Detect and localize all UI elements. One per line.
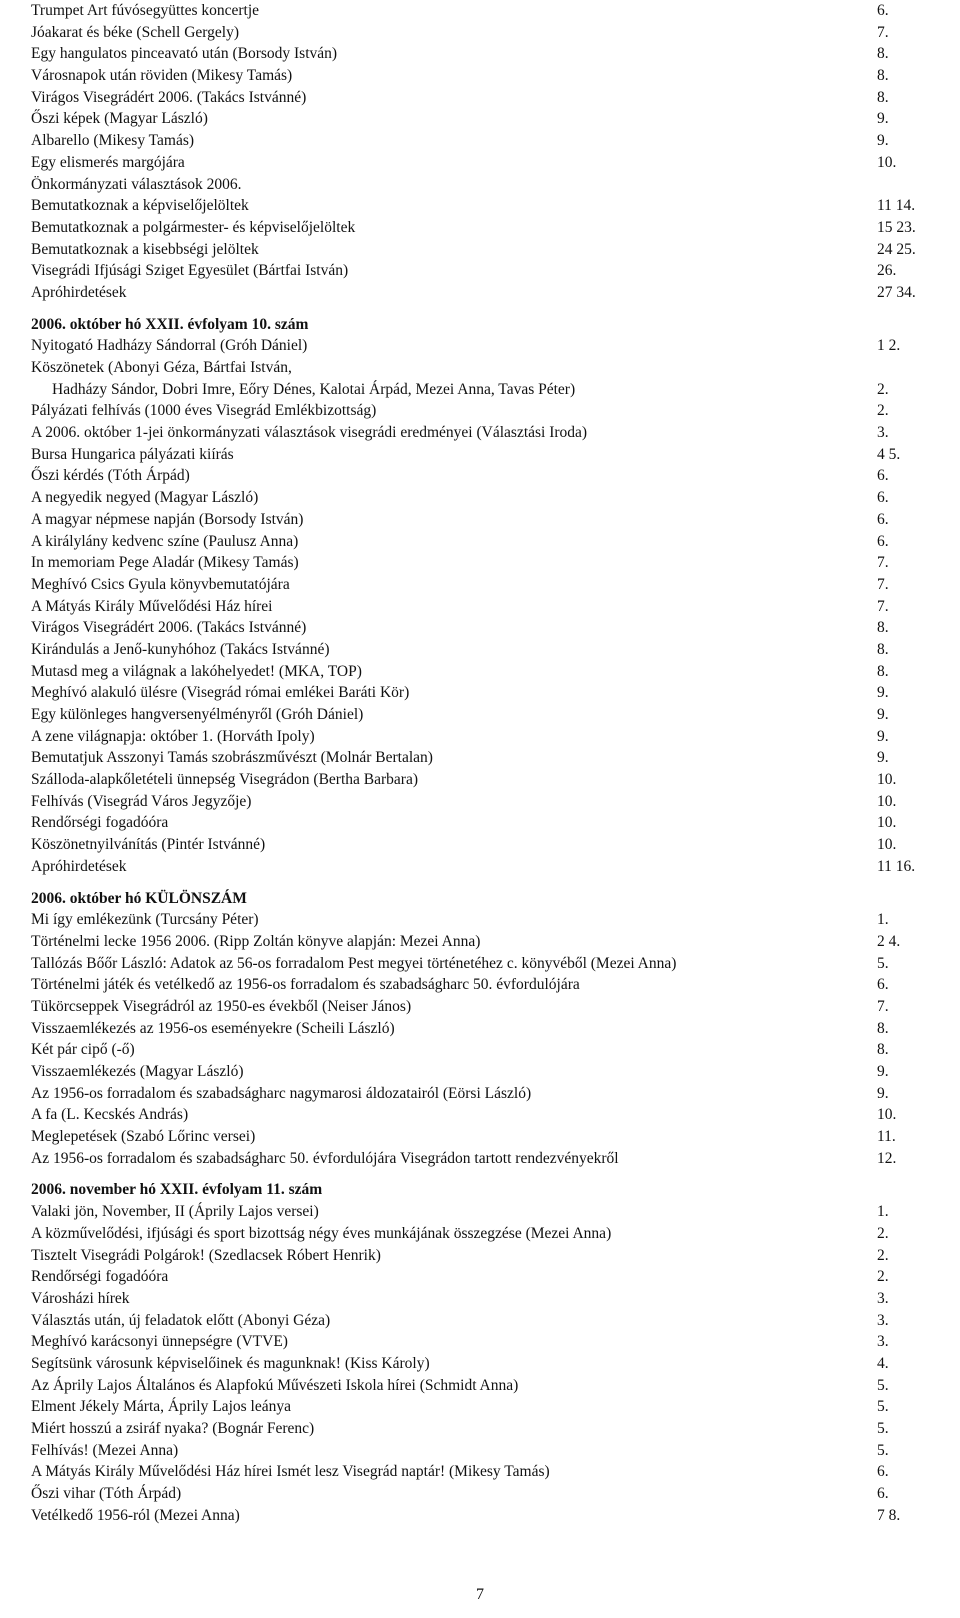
entry-page: 10.: [877, 836, 897, 854]
toc-entry: [31, 108, 931, 130]
toc-entry: [31, 574, 931, 596]
toc-entry: [31, 1223, 931, 1245]
toc-entry: [31, 379, 931, 401]
entry-title: Virágos Visegrádért 2006. (Takács Istvánné): [31, 619, 307, 637]
entry-page: 8.: [877, 67, 889, 85]
entry-title: Valaki jön, November, II (Áprily Lajos versei): [31, 1203, 319, 1221]
entry-page: 8.: [877, 619, 889, 637]
entry-title: Miért hosszú a zsiráf nyaka? (Bognár Ferenc): [31, 1420, 315, 1437]
entry-title: A negyedik negyed (Magyar László): [31, 489, 259, 507]
toc-section-continued: [31, 0, 931, 304]
entry-page: 6.: [877, 1485, 889, 1503]
section-heading: 2006. október hó XXII. évfolyam 10. szám: [31, 315, 309, 333]
toc-entry: [31, 335, 931, 357]
entry-title: A fa (L. Kecskés András): [31, 1106, 189, 1124]
entry-page: 2 4.: [877, 932, 901, 950]
entry-page: 9.: [877, 749, 889, 767]
entry-title: A zene világnapja: október 1. (Horváth Ipoly): [31, 727, 315, 745]
toc-entry: [31, 400, 931, 422]
toc-entry: [31, 953, 931, 975]
entry-page: 5.: [877, 1441, 889, 1459]
toc-entry: [31, 974, 931, 996]
toc-entry: [31, 1353, 931, 1375]
entry-title: Egy elismerés margójára: [31, 153, 185, 171]
toc-entry: [31, 996, 931, 1018]
entry-page: 4 5.: [877, 445, 901, 463]
entry-title: Tallózás Bőőr László: Adatok az 56-os forradalom Pest megyei történetéhez c. könyvéből (Mezei Anna): [31, 954, 677, 972]
entry-page: 6.: [877, 489, 889, 507]
entry-title: A Mátyás Király Művelődési Ház hírei Ismét lesz Visegrád naptár! (Mikesy Tamás): [31, 1463, 550, 1481]
toc-entry: [31, 1039, 931, 1061]
entry-page: 6.: [877, 467, 889, 485]
entry-title: Meghívó Csics Gyula könyvbemutatójára: [31, 575, 290, 593]
toc-entry: [31, 487, 931, 509]
entry-title: Visegrádi Ifjúsági Sziget Egyesület (Bártfai István): [31, 262, 349, 280]
entry-page: 6.: [877, 532, 889, 550]
entry-title: Virágos Visegrádért 2006. (Takács Istvánné): [31, 88, 307, 106]
toc-entry: [31, 812, 931, 834]
toc-entry: [31, 747, 931, 769]
entry-title: Mi így emlékezünk (Turcsány Péter): [31, 911, 259, 929]
entry-title: Két pár cipő (-ő): [31, 1041, 135, 1059]
entry-page: 6.: [877, 976, 889, 994]
entry-page: 7.: [877, 597, 889, 615]
entry-page: 8.: [877, 45, 889, 63]
entry-page: 2.: [877, 1224, 889, 1242]
entry-page: 2.: [877, 1246, 889, 1264]
entry-page: 27 34.: [877, 283, 916, 301]
toc-entry: [31, 43, 931, 65]
entry-page: 6.: [877, 2, 889, 19]
toc-entry: [31, 834, 931, 856]
entry-page: 10.: [877, 792, 897, 810]
toc-entry: [31, 617, 931, 639]
entry-page: 4.: [877, 1354, 889, 1372]
entry-page: 15 23.: [877, 218, 916, 236]
entry-page: 9.: [877, 132, 889, 150]
entry-title: Választás után, új feladatok előtt (Abonyi Géza): [31, 1311, 331, 1329]
entry-title: Bemutatjuk Asszonyi Tamás szobrászművészt (Molnár Bertalan): [31, 749, 433, 767]
toc-entry: [31, 1310, 931, 1332]
entry-title: Őszi vihar (Tóth Árpád): [31, 1485, 182, 1503]
entry-title: In memoriam Pege Aladár (Mikesy Tamás): [31, 554, 299, 572]
entry-page: 3.: [877, 424, 889, 442]
entry-title: Albarello (Mikesy Tamás): [31, 132, 195, 150]
toc-entry: [31, 1245, 931, 1267]
toc-entry: [31, 1201, 931, 1223]
entry-title: Őszi kérdés (Tóth Árpád): [31, 467, 190, 485]
toc-entry: [31, 856, 931, 878]
entry-title: Meghívó alakuló ülésre (Visegrád római emlékei Baráti Kör): [31, 684, 410, 702]
toc-entry: [31, 1018, 931, 1040]
toc-entry: [31, 217, 931, 239]
toc-entry: [31, 239, 931, 261]
entry-page: 11 16.: [877, 857, 916, 875]
toc-entry: [31, 1396, 931, 1418]
entry-title: Vetélkedő 1956-ról (Mezei Anna): [31, 1506, 240, 1524]
toc-entry: [31, 1126, 931, 1148]
entry-title: Szálloda-alapkőletételi ünnepség Visegrádon (Bertha Barbara): [31, 771, 418, 789]
toc-entry: [31, 769, 931, 791]
entry-page: 7 8.: [877, 1506, 901, 1524]
entry-page: 8.: [877, 662, 889, 680]
toc-entry: [31, 1083, 931, 1105]
entry-title: Történelmi játék és vetélkedő az 1956-os forradalom és szabadságharc 50. évfordulójára: [31, 976, 580, 994]
entry-title: Pályázati felhívás (1000 éves Visegrád Emlékbizottság): [31, 402, 377, 420]
toc-entry: [31, 726, 931, 748]
toc-entry: [31, 552, 931, 574]
entry-page: 9.: [877, 1084, 889, 1102]
entry-title: A magyar népmese napján (Borsody István): [31, 510, 304, 528]
entry-title: Az 1956-os forradalom és szabadságharc nagymarosi áldozatairól (Eörsi László): [31, 1084, 532, 1102]
toc-section-november-issue: [31, 1179, 931, 1526]
entry-page: 3.: [877, 1333, 889, 1351]
toc-entry: [31, 130, 931, 152]
entry-page: 3.: [877, 1289, 889, 1307]
entry-title: Tükörcseppek Visegrádról az 1950-es évekből (Neiser János): [31, 997, 412, 1015]
toc-entry: [31, 1266, 931, 1288]
entry-page: 6.: [877, 1463, 889, 1481]
entry-title: A királylány kedvenc színe (Paulusz Anna): [31, 532, 299, 550]
toc-entry: [31, 152, 931, 174]
entry-page: 7.: [877, 997, 889, 1015]
entry-page: 9.: [877, 684, 889, 702]
entry-title: Bemutatkoznak a polgármester- és képviselőjelöltek: [31, 218, 356, 236]
toc-entry: [31, 1418, 931, 1440]
toc-entry: [31, 639, 931, 661]
toc-entry: [31, 1148, 931, 1170]
entry-page: 9.: [877, 706, 889, 723]
entry-page: 8.: [877, 1019, 889, 1037]
section-heading: 2006. október hó KÜLÖNSZÁM: [31, 889, 247, 907]
entry-page: 1 2.: [877, 337, 901, 355]
toc-entry: [31, 909, 931, 931]
entry-title: Apróhirdetések: [31, 283, 127, 301]
entry-title: Rendőrségi fogadóóra: [31, 1268, 169, 1286]
toc-section-special-issue: [31, 888, 931, 1170]
entry-title: Felhívás (Visegrád Város Jegyzője): [31, 792, 252, 810]
entry-page: 2.: [877, 402, 889, 420]
entry-title: Visszaemlékezés az 1956-os eseményekre (Scheili László): [31, 1019, 395, 1037]
entry-page: 8.: [877, 1041, 889, 1059]
page-number: 7: [476, 1586, 484, 1603]
entry-title: Visszaemlékezés (Magyar László): [31, 1063, 244, 1080]
entry-page: 9.: [877, 727, 889, 745]
entry-title: Bemutatkoznak a kisebbségi jelöltek: [31, 240, 259, 258]
entry-title: Segítsünk városunk képviselőinek és magunknak! (Kiss Károly): [31, 1354, 430, 1372]
entry-title: A 2006. október 1-jei önkormányzati választások visegrádi eredményei (Választási Iroda): [31, 424, 588, 442]
toc-entry: [31, 1483, 931, 1505]
entry-title: A Mátyás Király Művelődési Ház hírei: [31, 597, 273, 615]
toc-entry: [31, 531, 931, 553]
entry-title: Nyitogató Hadházy Sándorral (Gróh Dániel): [31, 337, 308, 355]
entry-page: 2.: [877, 1268, 889, 1286]
entry-page: 10.: [877, 814, 897, 832]
entry-title: Önkormányzati választások 2006.: [31, 175, 242, 193]
entry-page: 3.: [877, 1311, 889, 1329]
entry-page: 9.: [877, 1063, 889, 1080]
entry-page: 6.: [877, 510, 889, 528]
entry-page: 10.: [877, 1106, 897, 1124]
entry-page: 11.: [877, 1128, 896, 1146]
entry-title: Tisztelt Visegrádi Polgárok! (Szedlacsek Róbert Henrik): [31, 1246, 381, 1264]
entry-title: Köszönetnyilvánítás (Pintér Istvánné): [31, 836, 266, 854]
entry-title: Elment Jékely Márta, Áprily Lajos leánya: [31, 1398, 291, 1416]
entry-title: Mutasd meg a világnak a lakóhelyedet! (MKA, TOP): [31, 662, 362, 680]
entry-page: 5.: [877, 1398, 889, 1416]
toc-section-october-issue: [31, 314, 931, 878]
entry-title: Történelmi lecke 1956 2006. (Ripp Zoltán könyve alapján: Mezei Anna): [31, 932, 481, 950]
entry-title: Bursa Hungarica pályázati kiírás: [31, 445, 234, 463]
entry-page: 5.: [877, 1376, 889, 1394]
toc-entry: [31, 1288, 931, 1310]
toc-entry: [31, 87, 931, 109]
toc-entry: [31, 1061, 931, 1083]
toc-entry: [31, 931, 931, 953]
toc-entry: [31, 1505, 931, 1527]
toc-entry: [31, 1461, 931, 1483]
entry-title: Jóakarat és béke (Schell Gergely): [31, 23, 240, 41]
entry-page: 8.: [877, 640, 889, 658]
toc-entry: [31, 791, 931, 813]
entry-title: Apróhirdetések: [31, 857, 127, 875]
toc-entry: [31, 174, 931, 196]
toc-entry: [31, 661, 931, 683]
entry-title: Kirándulás a Jenő-kunyhóhoz (Takács Istvánné): [31, 640, 330, 658]
toc-entry: [31, 0, 931, 22]
toc-entry: [31, 704, 931, 726]
toc-entry: [31, 682, 931, 704]
entry-title: Bemutatkoznak a képviselőjelöltek: [31, 197, 249, 215]
toc-entry: [31, 596, 931, 618]
toc-entry: [31, 1440, 931, 1462]
entry-page: 7.: [877, 554, 889, 572]
entry-page: 9.: [877, 110, 889, 128]
entry-title: Városnapok után röviden (Mikesy Tamás): [31, 67, 293, 85]
entry-title: Egy hangulatos pinceavató után (Borsody István): [31, 45, 338, 63]
entry-page: 5.: [877, 954, 889, 972]
entry-page: 2.: [877, 380, 889, 398]
entry-page: 11 14.: [877, 197, 916, 215]
toc-entry: [31, 282, 931, 304]
toc-entry: [31, 65, 931, 87]
entry-title: Az 1956-os forradalom és szabadságharc 50. évfordulójára Visegrádon tartott rendezvényekről: [31, 1149, 619, 1167]
toc-entry: [31, 444, 931, 466]
entry-title: Egy különleges hangversenyélményről (Gróh Dániel): [31, 706, 364, 723]
entry-page: 8.: [877, 88, 889, 106]
entry-title: Rendőrségi fogadóóra: [31, 814, 169, 832]
entry-title: Meghívó karácsonyi ünnepségre (VTVE): [31, 1333, 288, 1351]
entry-page: 24 25.: [877, 240, 916, 258]
entry-title: Hadházy Sándor, Dobri Imre, Eőry Dénes, Kalotai Árpád, Mezei Anna, Tavas Péter): [52, 380, 576, 398]
entry-title: Az Áprily Lajos Általános és Alapfokú Művészeti Iskola hírei (Schmidt Anna): [31, 1376, 519, 1394]
toc-entry: [31, 509, 931, 531]
entry-page: 1.: [877, 1203, 889, 1221]
toc-entry: [31, 1375, 931, 1397]
entry-title: A közművelődési, ifjúsági és sport bizottság négy éves munkájának összegzése (Mezei Anna): [31, 1224, 612, 1242]
entry-page: 7.: [877, 23, 889, 41]
toc-entry: [31, 1104, 931, 1126]
toc-entry: [31, 422, 931, 444]
entry-title: Városházi hírek: [31, 1289, 130, 1307]
toc-entry: [31, 357, 931, 379]
entry-title: Trumpet Art fúvósegyüttes koncertje: [31, 2, 260, 19]
section-heading: 2006. november hó XXII. évfolyam 11. szám: [31, 1181, 323, 1199]
entry-title: Felhívás! (Mezei Anna): [31, 1441, 179, 1459]
entry-page: 10.: [877, 771, 897, 789]
toc-entry: [31, 260, 931, 282]
table-of-contents: [31, 0, 931, 1526]
entry-title: Köszönetek (Abonyi Géza, Bártfai István,: [31, 359, 292, 376]
toc-entry: [31, 465, 931, 487]
entry-page: 12.: [877, 1149, 897, 1167]
entry-title: Meglepetések (Szabó Lőrinc versei): [31, 1128, 256, 1146]
entry-page: 1.: [877, 911, 889, 929]
entry-page: 10.: [877, 153, 897, 171]
toc-entry: [31, 22, 931, 44]
entry-page: 7.: [877, 575, 889, 593]
entry-title: Őszi képek (Magyar László): [31, 110, 208, 128]
entry-page: 5.: [877, 1420, 889, 1437]
toc-entry: [31, 195, 931, 217]
toc-entry: [31, 1331, 931, 1353]
entry-page: 26.: [877, 262, 897, 280]
